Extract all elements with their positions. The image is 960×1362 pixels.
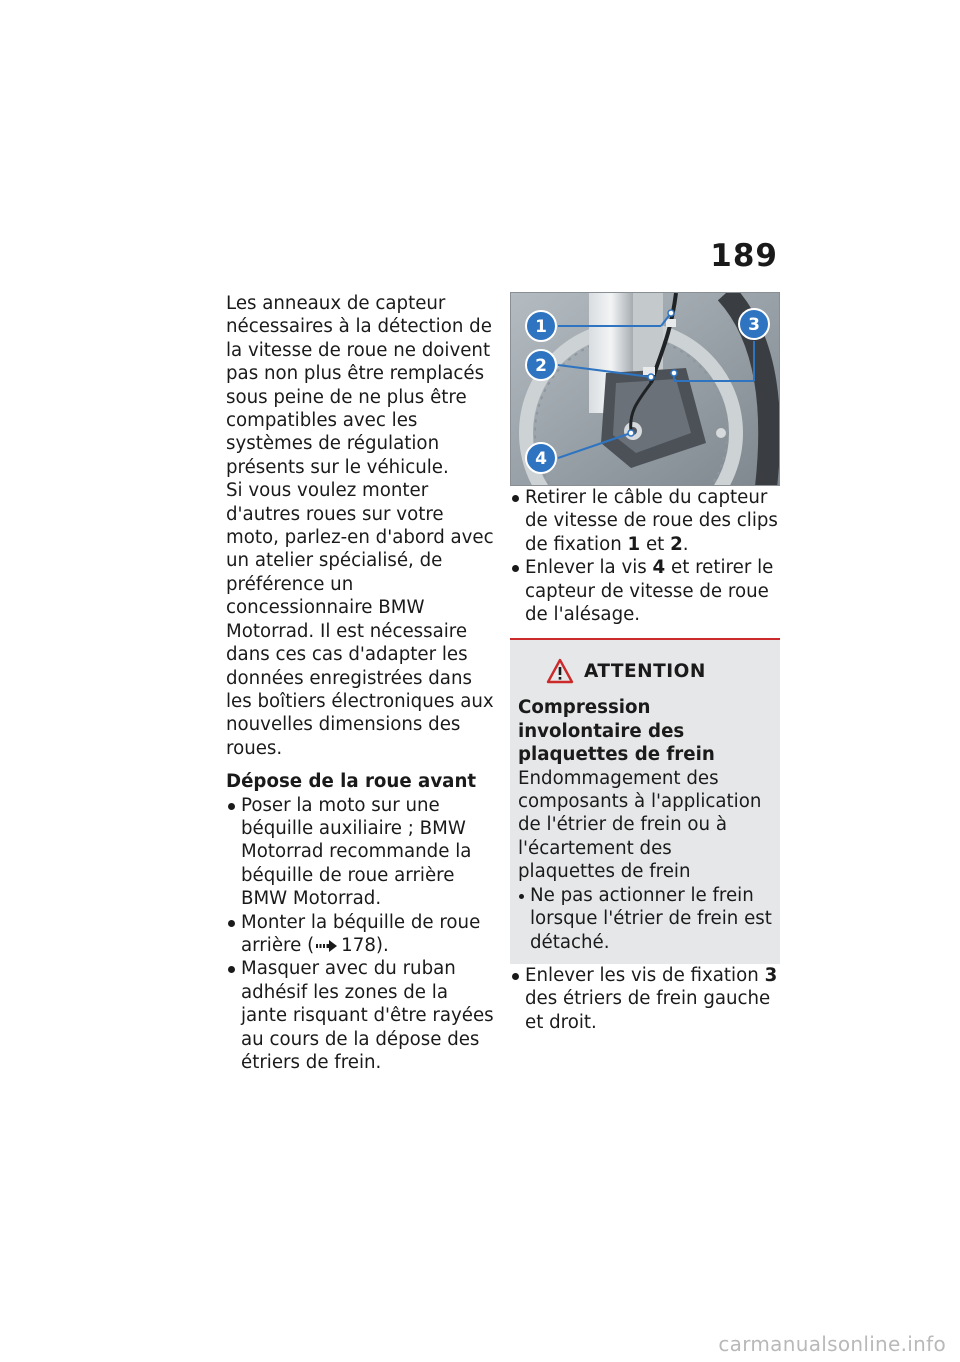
step-text: Monter la béquille de roue arrière ( bbox=[241, 911, 481, 956]
list-item bbox=[510, 964, 780, 1034]
watermark: carmanualsonline.info bbox=[718, 1332, 946, 1356]
removal-steps-list bbox=[226, 794, 494, 1075]
ref-number: 1 bbox=[627, 533, 641, 555]
list-item bbox=[226, 794, 494, 911]
callout-4-badge bbox=[526, 443, 556, 473]
list-item bbox=[510, 486, 780, 556]
warning-title: ATTENTION bbox=[584, 660, 706, 682]
callout-2-label: 2 bbox=[535, 356, 547, 376]
section-heading: Dépose de la roue avant bbox=[226, 771, 477, 793]
left-column bbox=[226, 292, 494, 1074]
list-item bbox=[226, 957, 494, 1074]
callout-1-label: 1 bbox=[535, 317, 547, 337]
step-text: et retirer le capteur de vitesse de roue de l'alésage. bbox=[525, 557, 774, 626]
step-text: Enlever les vis de fixation bbox=[525, 964, 759, 986]
warning-header bbox=[546, 658, 772, 684]
step-text: Retirer le câble du capteur de vitesse de roue des clips de fixation bbox=[525, 487, 778, 555]
warning-list bbox=[518, 884, 772, 954]
list-item bbox=[226, 911, 494, 958]
ref-number: 2 bbox=[670, 533, 683, 555]
page-number: 189 bbox=[710, 238, 778, 274]
warning-subtitle: Compression involontaire des plaquettes de frein bbox=[518, 697, 715, 766]
intro-paragraph-1: Les anneaux de capteur nécessaires à la détection de la vitesse de roue ne doivent pas non plus être remplacés sous peine de ne plus être compatibles avec les systèmes de régulation présents sur le véhicule. bbox=[226, 293, 492, 478]
warning-box bbox=[510, 638, 780, 963]
callout-3-badge bbox=[739, 309, 769, 339]
page-reference-arrow-icon bbox=[316, 940, 338, 952]
page-reference-link[interactable]: 178 bbox=[341, 934, 376, 956]
warning-body: Endommagement des composants à l'application de l'étrier de frein ou à l'écartement des plaquettes de frein bbox=[518, 767, 762, 883]
step-text: Enlever la vis bbox=[525, 557, 647, 579]
step-text-end: . bbox=[682, 533, 689, 555]
step-text: et bbox=[645, 533, 665, 555]
step-text-end: ). bbox=[375, 934, 389, 956]
step-text: des étriers de frein gauche et droit. bbox=[525, 988, 771, 1033]
right-column bbox=[510, 292, 780, 1034]
warning-triangle-icon bbox=[546, 658, 574, 684]
brake-caliper-illustration bbox=[511, 293, 780, 486]
list-item bbox=[510, 556, 780, 626]
step-text: Poser la moto sur une béquille auxiliaire ; BMW Motorrad recommande la béquille de roue arrière BMW Motorrad. bbox=[241, 794, 472, 910]
sensor-removal-steps bbox=[510, 486, 780, 626]
list-item: Ne pas actionner le frein lorsque l'étrier de frein est détaché. bbox=[518, 884, 772, 954]
brake-caliper-photo bbox=[510, 292, 780, 486]
intro-paragraph-2: Si vous voulez monter d'autres roues sur votre moto, parlez-en d'abord avec un atelier spécialisé, de préférence un concessionnaire BMW Motorrad. Il est nécessaire dans ces cas d'adapter les données enregistrées dans les boîtiers électroniques aux nouvelles dimensions des roues. bbox=[226, 480, 494, 759]
callout-1-badge bbox=[526, 311, 556, 341]
caliper-removal-steps bbox=[510, 964, 780, 1034]
callout-2-badge bbox=[526, 350, 556, 380]
ref-number: 4 bbox=[652, 557, 666, 579]
ref-number: 3 bbox=[764, 964, 778, 986]
callout-4-label: 4 bbox=[535, 449, 547, 469]
step-text: Masquer avec du ruban adhésif les zones de la jante risquant d'être rayées au cours de la dépose des étriers de frein. bbox=[241, 958, 494, 1073]
callout-3-label: 3 bbox=[748, 315, 760, 335]
